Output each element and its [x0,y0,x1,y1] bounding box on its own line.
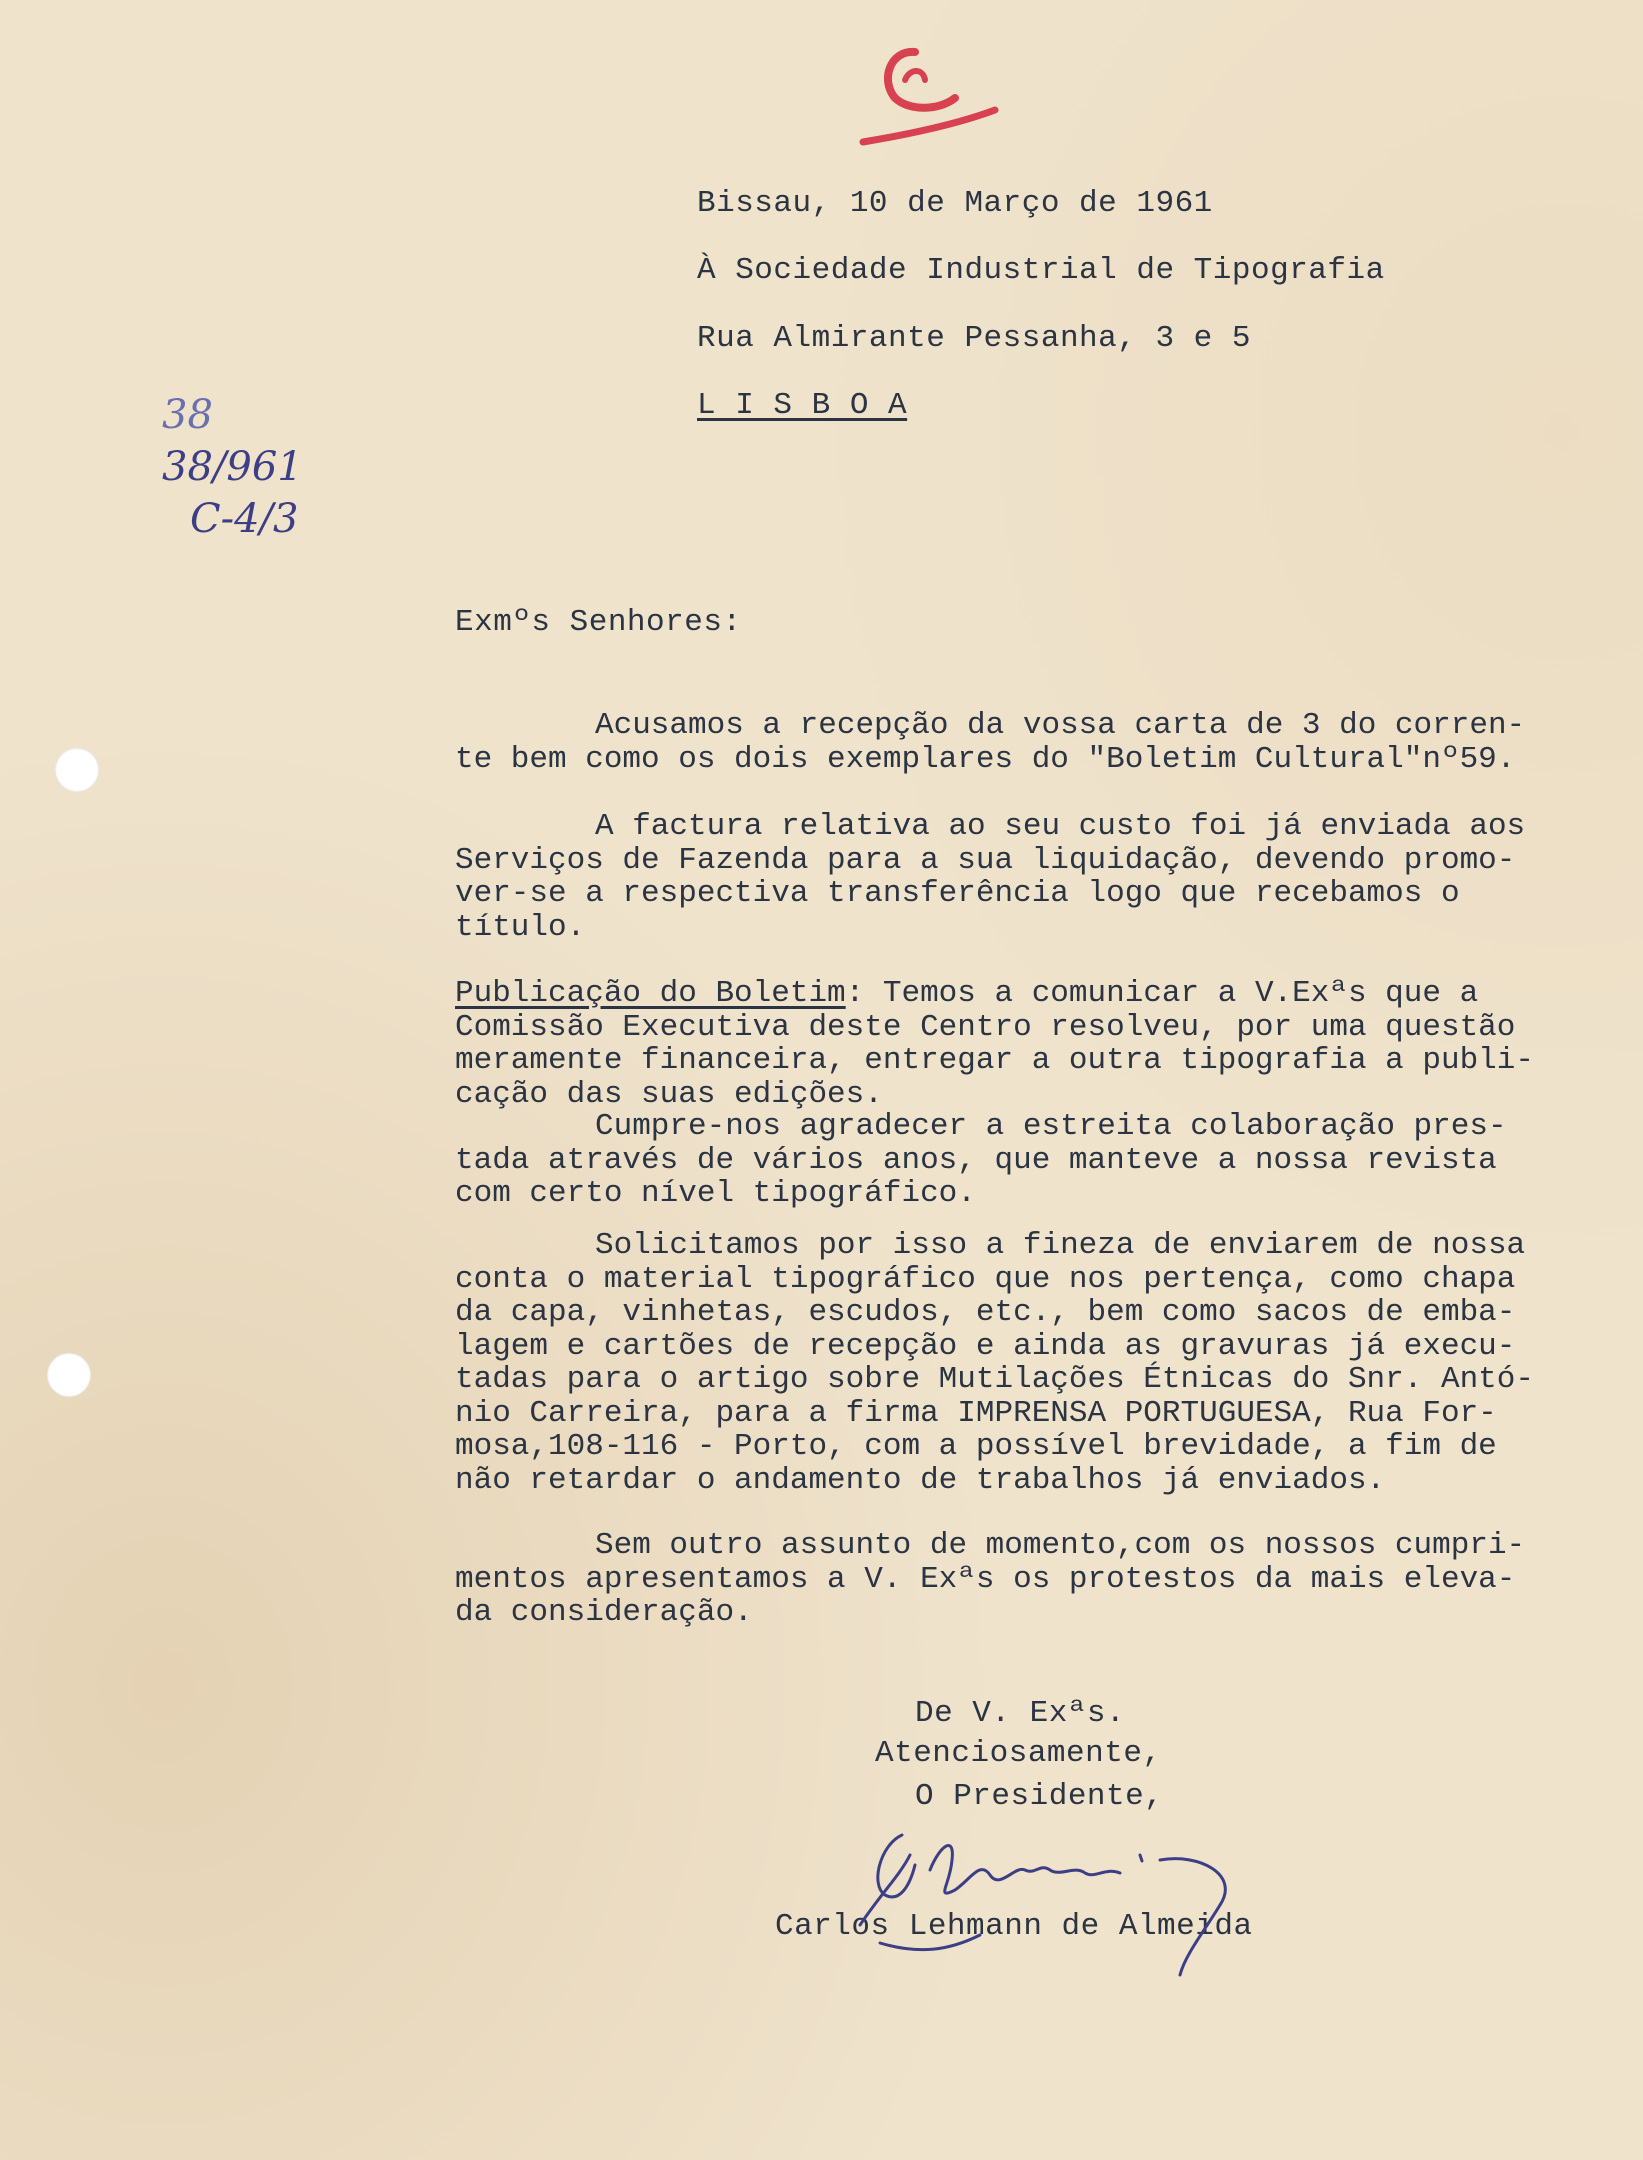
paragraph-line: lagem e cartões de recepção e ainda as gravuras já execu- [455,1328,1516,1364]
paragraph-line [455,977,1534,1011]
closing-line-1: De V. Exªs. [915,1696,1126,1731]
paragraph-3 [455,977,1534,1111]
paragraph-1 [455,709,1525,776]
paragraph-line: não retardar o andamento de trabalhos já enviados. [455,1462,1386,1498]
paragraph-line: Acusamos a recepção da vossa carta de 3 do corren- [595,708,1526,743]
letter-date: Bissau, 10 de Março de 1961 [697,186,1213,221]
paragraph-line: meramente financeira, entregar a outra tipografia a publi- [455,1043,1534,1078]
paragraph-line: Cumpre-nos agradecer a estreita colaboração pres- [595,1109,1507,1144]
paragraph-line: nio Carreira, para a firma IMPRENSA PORTUGUESA, Rua For- [455,1395,1497,1431]
recipient-city: L I S B O A [697,388,908,423]
paragraph-line: cação das suas edições. [455,1076,883,1112]
signatory-name: Carlos Lehmann de Almeida [775,1909,1253,1944]
paragraph-line-rest: : Temos a comunicar a V.Exªs que a [845,976,1479,1011]
recipient-name: À Sociedade Industrial de Tipografia [697,253,1385,288]
ref-number-1: 38 [162,392,213,438]
paragraph-line: tadas para o artigo sobre Mutilações Étnicas do Snr. Antó- [455,1362,1534,1397]
paragraph-line: tada através de vários anos, que manteve a nossa revista [455,1142,1497,1178]
recipient-street: Rua Almirante Pessanha, 3 e 5 [697,321,1251,356]
paragraph-line: da consideração. [455,1595,753,1630]
paragraph-2 [455,810,1525,944]
paragraph-line: da capa, vinhetas, escudos, etc., bem como sacos de emba- [455,1295,1516,1330]
ref-number-2: 38/961 [162,444,303,490]
red-pencil-mark [855,30,1005,150]
paragraph-line: conta o material tipográfico que nos pertença, como chapa [455,1261,1516,1297]
punch-hole-bottom [47,1353,91,1397]
handwritten-signature [840,1815,1320,1985]
closing-line-2: Atenciosamente, [875,1736,1162,1771]
paragraph-line: título. [455,909,586,945]
ref-number-3: C-4/3 [190,496,299,542]
paragraph-line: Comissão Executiva deste Centro resolveu, por uma questão [455,1009,1516,1045]
paragraph-line: ver-se a respectiva transferência logo que recebamos o [455,876,1460,911]
paragraph-line: mosa,108-116 - Porto, com a possível brevidade, a fim de [455,1429,1497,1464]
paragraph-line: A factura relativa ao seu custo foi já enviada aos [595,809,1526,844]
paragraph-6 [455,1529,1525,1630]
paragraph-line: Sem outro assunto de momento,com os nossos cumpri- [595,1528,1526,1563]
paragraph-line: Solicitamos por isso a fineza de enviarem de nossa [595,1228,1526,1263]
section-heading: Publicação do Boletim [455,976,846,1011]
paragraph-4 [455,1110,1507,1211]
paragraph-5 [455,1229,1534,1497]
punch-hole-top [55,748,99,792]
paragraph-line: Serviços de Fazenda para a sua liquidação, devendo promo- [455,842,1516,878]
paragraph-line: com certo nível tipográfico. [455,1176,976,1211]
closing-line-3: O Presidente, [915,1779,1164,1814]
paragraph-line: mentos apresentamos a V. Exªs os protestos da mais eleva- [455,1561,1516,1597]
paragraph-line: te bem como os dois exemplares do "Boletim Cultural"nº59. [455,741,1516,777]
salutation: Exmºs Senhores: [455,605,742,640]
